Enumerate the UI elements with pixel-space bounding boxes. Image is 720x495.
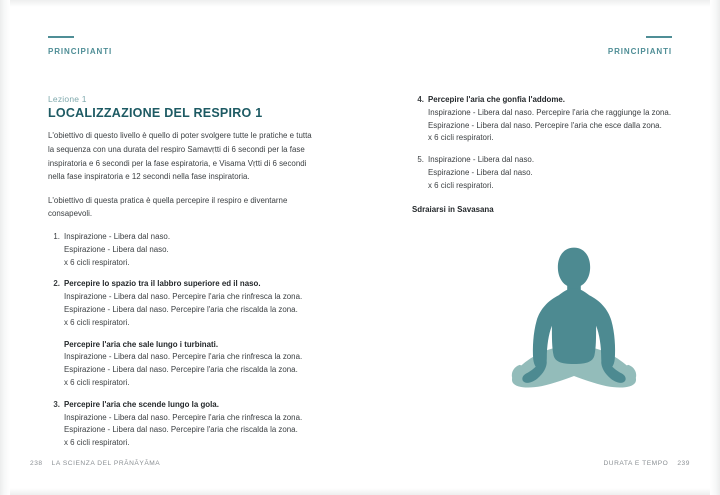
step-line: Inspirazione - Libera dal naso. [64,231,171,241]
list-item [412,94,677,145]
step-line: Espirazione - Libera dal naso. Percepire l'aria che riscalda la zona. [64,425,298,435]
step-line: Espirazione - Libera dal naso. Percepire l'aria che riscalda la zona. [64,304,298,314]
sub-step-block [64,339,320,390]
footer-left [30,460,160,467]
step-list-left [48,231,320,450]
running-head-left-label: PRINCIPIANTI [48,46,113,56]
step-line: Inspirazione - Libera dal naso. Percepire l'aria che rinfresca la zona. [64,352,303,362]
step-lead: Percepire l'aria che scende lungo la gola. [64,399,219,409]
step-line: Espirazione - Libera dal naso. [64,244,169,254]
step-number: 3. [53,399,60,409]
page-edge-top [0,0,720,7]
step-list-right [412,94,677,193]
left-page-content [48,94,320,459]
intro-paragraph-2: L'obiettivo di questa pratica è quella percepire il respiro e diventarne consapevoli. [48,195,288,219]
page-title: LOCALIZZAZIONE DEL RESPIRO 1 [48,106,263,120]
step-line: x 6 cicli respiratori. [428,133,494,143]
step-line: x 6 cicli respiratori. [64,377,130,387]
list-item [412,154,677,192]
step-number: 2. [53,279,60,289]
list-item [48,278,320,389]
section-title-footer: DURATA E TEMPO [603,460,669,467]
step-line: Inspirazione - Libera dal naso. Percepire l'aria che rinfresca la zona. [64,292,303,302]
right-page-content [412,94,677,216]
step-line: x 6 cicli respiratori. [64,257,130,267]
step-line: Inspirazione - Libera dal naso. [428,155,535,165]
step-line: x 6 cicli respiratori. [64,317,130,327]
step-line: Espirazione - Libera dal naso. [428,167,533,177]
figure-torso [522,248,625,383]
step-line: Espirazione - Libera dal naso. Percepire l'aria che riscalda la zona. [64,365,298,375]
page-edge-left [0,0,10,495]
step-number: 4. [417,95,424,104]
running-head-left [48,36,112,56]
step-line: x 6 cicli respiratori. [64,438,130,448]
book-title-footer: LA SCIENZA DEL PRĀNĀYĀMA [51,460,161,467]
closing-instruction: Sdraiarsi in Savasana [412,204,494,214]
running-head-right [608,36,672,56]
page-edge-bottom [0,488,720,495]
lotus-meditation-figure-svg [489,234,659,404]
step-line: Espirazione - Libera dal naso. Percepire l'aria che esce dalla zona. [428,120,662,130]
step-lead: Percepire lo spazio tra il labbro superiore ed il naso. [64,279,261,289]
page-edge-right [710,0,720,495]
lotus-meditation-figure-icon [489,234,659,404]
footer-right [603,460,690,467]
step-number: 5. [417,155,424,165]
running-head-right-label: PRINCIPIANTI [607,46,672,56]
page-number-right: 239 [677,460,690,467]
step-number: 1. [53,231,60,241]
lesson-eyebrow: Lezione 1 [48,94,87,104]
list-item [48,231,320,269]
intro-paragraph-1: L'obiettivo di questo livello è quello di poter svolgere tutte le pratiche e tutta la sequenza con una durata del respiro Samavṛtti di 6 secondi per la fase inspiratoria e 6 secondi per la fase espiratoria, e Visama Vṛtti di 6 secondi nella fase inspiratoria e 12 secondi nella fase inspiratoria. [48,131,312,182]
running-head-rule [646,36,672,38]
step-line: x 6 cicli respiratori. [428,180,494,190]
step-line: Inspirazione - Libera dal naso. Percepire l'aria che raggiunge la zona. [428,107,672,117]
step-lead: Percepire l'aria che gonfia l'addome. [428,95,565,104]
page-number-left: 238 [30,460,43,467]
sub-step-lead: Percepire l'aria che sale lungo i turbinati. [64,339,219,349]
running-head-rule [48,36,74,38]
step-line: Inspirazione - Libera dal naso. Percepire l'aria che rinfresca la zona. [64,412,303,422]
list-item [48,399,320,450]
